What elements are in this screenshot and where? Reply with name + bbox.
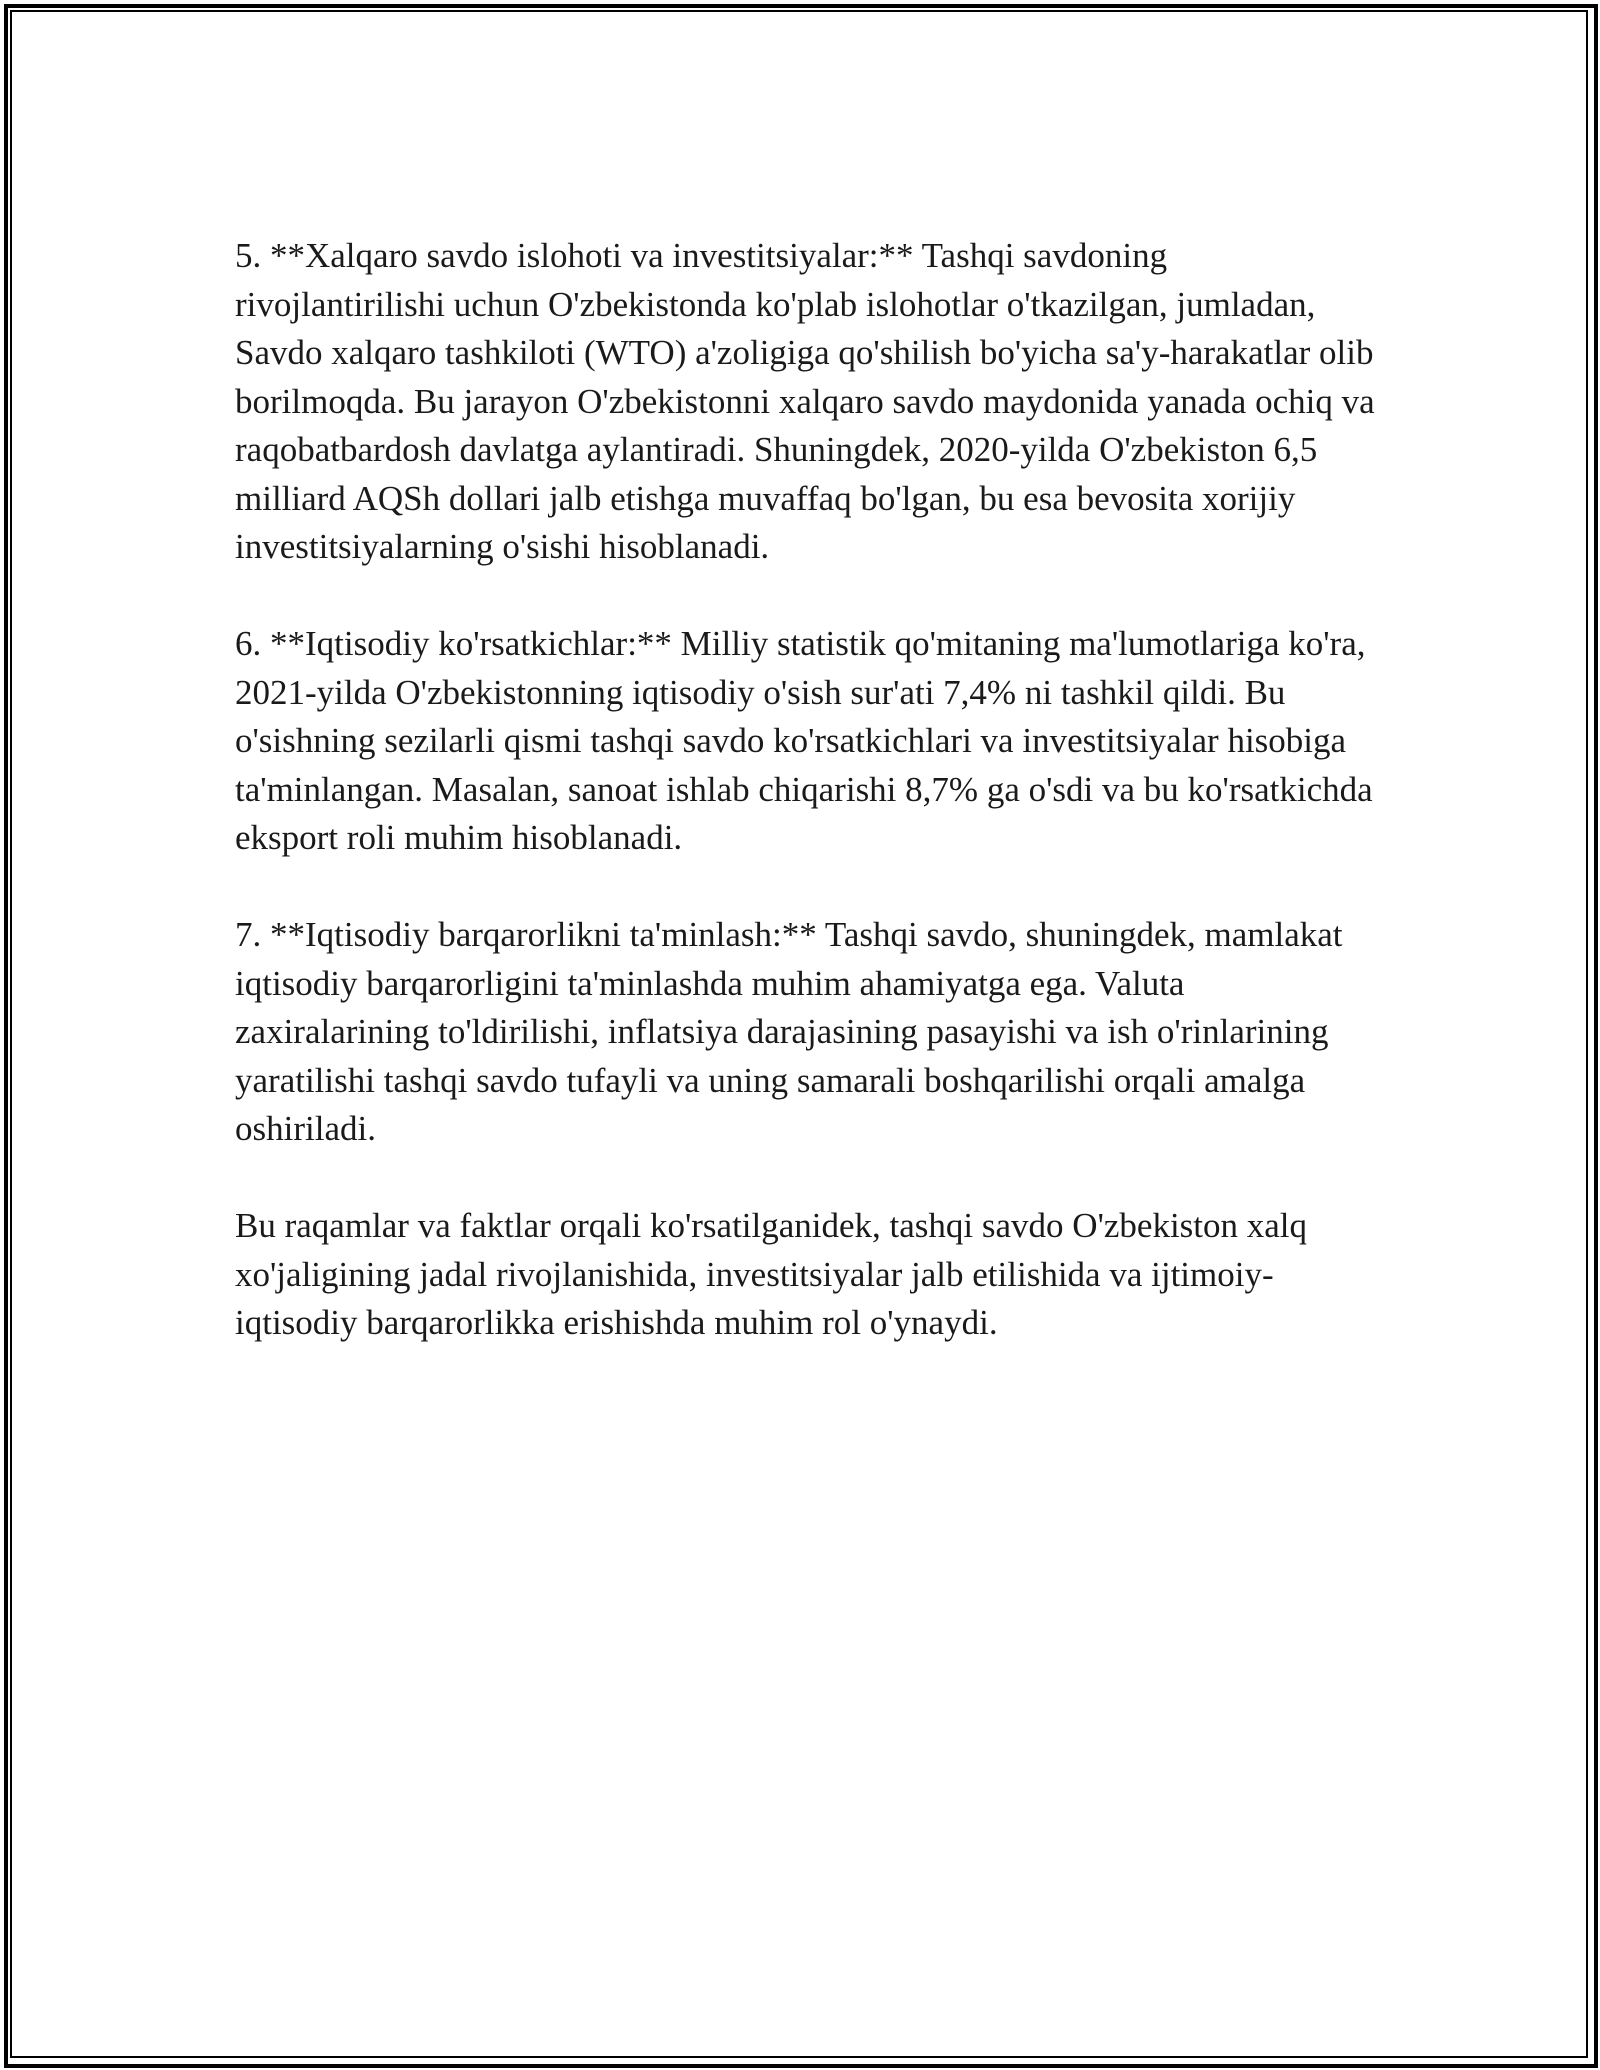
paragraph-conclusion: Bu raqamlar va faktlar orqali ko'rsatilganidek, tashqi savdo O'zbekiston xalq xo'jaligining jadal rivojlanishida, investitsiyalar jalb etilishida va ijtimoiy-iqtisodiy barqarorlikka erishishda muhim rol o'ynaydi. (235, 1206, 1308, 1342)
document-body (235, 232, 1375, 1396)
paragraph-economic-stability: 7. **Iqtisodiy barqarorlikni ta'minlash:** Tashqi savdo, shuningdek, mamlakat iqtisodiy barqarorligini ta'minlashda muhim ahamiyatga ega. Valuta zaxiralarining to'ldirilishi, inflatsiya darajasining pasayishi va ish o'rinlarining yaratilishi tashqi savdo tufayli va uning samarali boshqarilishi orqali amalga oshiriladi. (235, 915, 1343, 1148)
paragraph-international-trade-reforms: 5. **Xalqaro savdo islohoti va investitsiyalar:** Tashqi savdoning rivojlantirilishi uchun O'zbekistonda ko'plab islohotlar o'tkazilgan, jumladan, Savdo xalqaro tashkiloti (WTO) a'zoligiga qo'shilish bo'yicha sa'y-harakatlar olib borilmoqda. Bu jarayon O'zbekistonni xalqaro savdo maydonida yanada ochiq va raqobatbardosh davlatga aylantiradi. Shuningdek, 2020-yilda O'zbekiston 6,5 milliard AQSh dollari jalb etishga muvaffaq bo'lgan, bu esa bevosita xorijiy investitsiyalarning o'sishi hisoblanadi. (235, 236, 1375, 566)
paragraph-economic-indicators: 6. **Iqtisodiy ko'rsatkichlar:** Milliy statistik qo'mitaning ma'lumotlariga ko'ra, 2021-yilda O'zbekistonning iqtisodiy o'sish sur'ati 7,4% ni tashkil qildi. Bu o'sishning sezilarli qismi tashqi savdo ko'rsatkichlari va investitsiyalar hisobiga ta'minlangan. Masalan, sanoat ishlab chiqarishi 8,7% ga o'sdi va bu ko'rsatkichda eksport roli muhim hisoblanadi. (235, 624, 1373, 857)
